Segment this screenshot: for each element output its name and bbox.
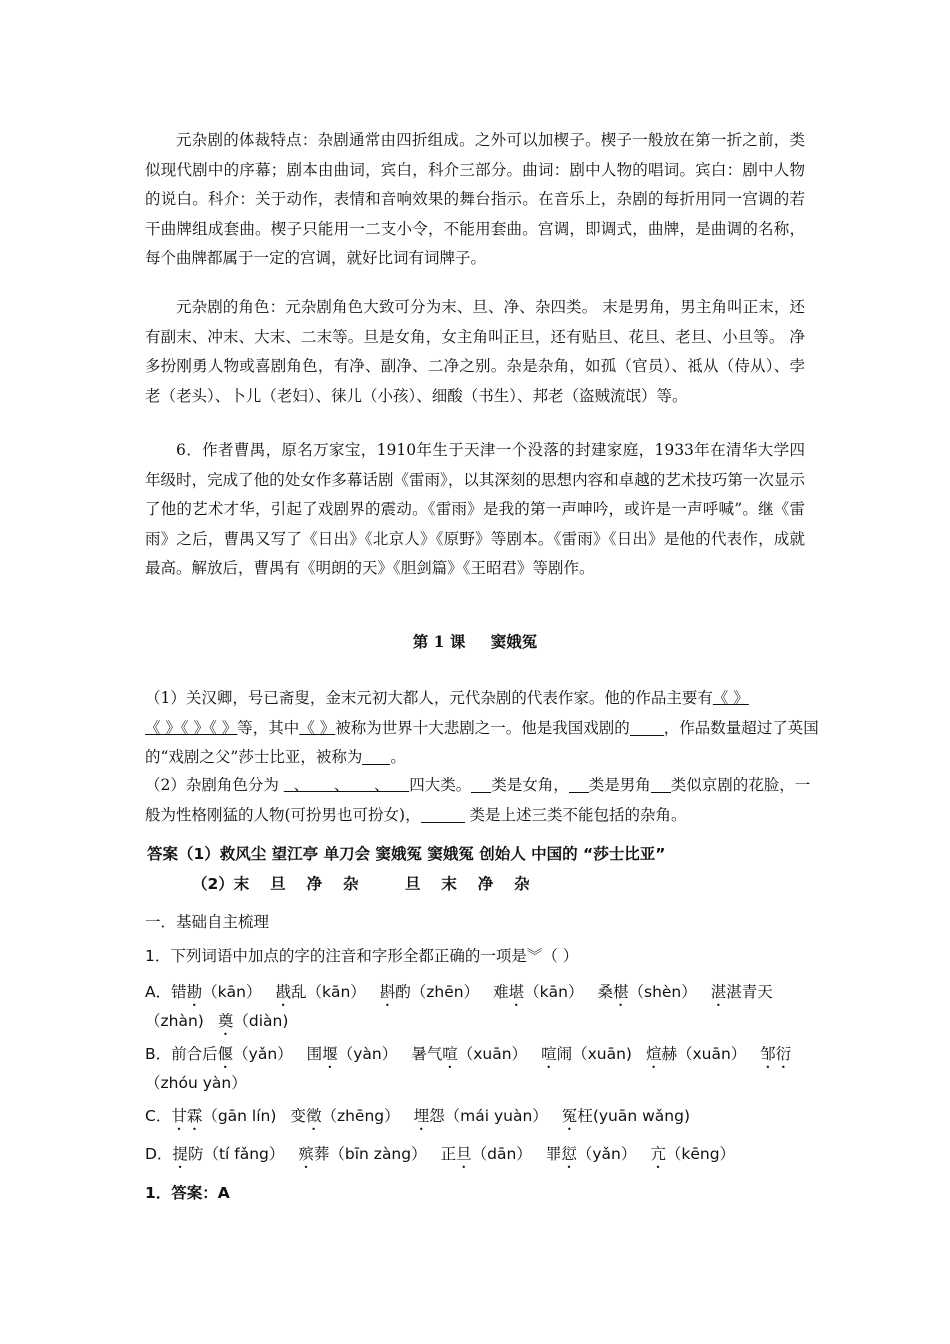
question-1: 1．下列词语中加点的字的注音和字形全都正确的一项是︾（ ）	[145, 947, 579, 965]
option-word: 戡乱（kān）	[275, 983, 366, 1001]
exercise-2-text: 四大类。	[409, 776, 472, 794]
lesson-title	[0, 630, 950, 652]
dotted-character: 勘	[186, 983, 203, 1001]
option-word: 斟酌（zhēn）	[379, 983, 480, 1001]
blank-works-2: 《 》《 》《 》	[145, 718, 238, 737]
answer-line-1: 答案（1）救风尘 望江亭 单刀会 窦娥冤 窦娥冤 创始人 中国的 “莎士比亚”	[147, 845, 666, 863]
dotted-character: 亢	[650, 1145, 666, 1163]
answer-value: A	[217, 1184, 230, 1202]
option-word: 甘霖（gān lín)	[171, 1107, 277, 1125]
option-word: 邹衍（zhóu yàn）	[145, 1045, 792, 1092]
option-word: 喧闹（xuān)	[541, 1045, 632, 1063]
dotted-character: 提	[172, 1145, 188, 1163]
dotted-character: 湛	[710, 983, 727, 1001]
paragraph-cao-yu: 6．作者曹禺，原名万家宝，1910年生于天津一个没落的封建家庭，1933年在清华大学四年级时，完成了他的处女作多幕话剧《雷雨》，以其深刻的思想内容和卓越的艺术技巧第一次显示了他的艺术才华，引起了戏剧界的震动。《雷雨》是我的第一声呻吟，或许是一声呼喊”。继《雷雨》之后，曹禺又写了《日出》《北京人》《原野》等剧本。《雷雨》《日出》是他的代表作，成就最高。解放后，曹禺有《明朗的天》《胆剑篇》《王昭君》等剧作。	[145, 441, 805, 577]
option-word: 前合后偃（yǎn）	[171, 1045, 293, 1063]
dotted-character: 煊	[645, 1045, 662, 1063]
exercise-2-text: 类是上述三类不能包括的杂角。	[464, 805, 687, 824]
option-word: 正旦（dān）	[440, 1145, 532, 1163]
dotted-character: 斟	[379, 983, 396, 1001]
exercise-1-text: ，作品数量超过了英国的“戏剧之父”莎士比亚，被称为	[145, 718, 819, 766]
dotted-character: 堪	[508, 983, 525, 1001]
dotted-character: 偃	[217, 1045, 234, 1063]
option-word: 亢（kēng）	[650, 1145, 736, 1163]
blank-jing	[651, 776, 671, 793]
option-word: 埋怨（mái yuàn）	[413, 1107, 548, 1125]
option-word: 难堪（kān）	[493, 983, 584, 1001]
section-heading: 一．基础自主梳理	[145, 913, 270, 931]
lesson-name: 窦娥冤	[490, 632, 538, 651]
blank-tragedy: 《 》	[299, 718, 336, 737]
exercise-2-text: 类似京剧的花脸，一般为性格刚猛的人物(可扮男也可扮女)，	[145, 776, 811, 824]
dotted-character: 愆	[561, 1145, 577, 1163]
dotted-character: 邹衍	[760, 1045, 792, 1063]
dotted-character: 奠	[217, 1012, 234, 1030]
blank-za	[421, 805, 465, 822]
option-a	[145, 981, 825, 1039]
answer-1	[145, 1182, 825, 1204]
option-word: 殡葬（bīn zàng）	[298, 1145, 427, 1163]
exercise-2-text: 类是男角	[588, 776, 651, 794]
dotted-character: 喧	[541, 1045, 557, 1063]
exercise-2-text: 类是女角，	[491, 776, 569, 794]
blank-founder	[630, 718, 664, 735]
option-c	[145, 1105, 825, 1134]
dotted-character: 埋	[413, 1107, 430, 1125]
option-word: 变徵（zhēng）	[290, 1107, 400, 1125]
exercise-2-text: （2）杂剧角色分为	[145, 776, 279, 794]
exercise-1-text: 。	[390, 748, 406, 766]
exercise-1-text: 被称为世界十大悲剧之一。他是我国戏剧的	[335, 718, 630, 737]
option-d	[145, 1143, 825, 1172]
option-word: 奠（diàn)	[217, 1012, 289, 1030]
option-word: 暑气喧（xuān）	[411, 1045, 528, 1063]
dotted-character: 旦	[456, 1145, 472, 1163]
dotted-character: 堰	[322, 1045, 338, 1063]
blank-roles	[284, 776, 409, 794]
option-label: D．	[145, 1145, 173, 1163]
exercise-1	[145, 684, 825, 773]
answer-label: 1．答案：	[145, 1184, 218, 1202]
exercise-2	[145, 771, 825, 830]
dotted-character: 殡	[298, 1145, 314, 1163]
option-word: 围堰（yàn）	[306, 1045, 398, 1063]
option-word: 桑椹（shèn）	[597, 983, 697, 1001]
separator: 、	[293, 776, 310, 794]
dotted-character: 甘霖	[171, 1107, 203, 1125]
option-word: 煊赫（xuān）	[645, 1045, 747, 1063]
answer-line-2: （2）末 旦 净 杂 旦 末 净 杂	[192, 875, 530, 893]
dotted-character: 戡	[275, 983, 291, 1001]
dotted-character: 冤	[561, 1107, 578, 1125]
option-label: C．	[145, 1107, 172, 1125]
option-word: 罪愆（yǎn）	[545, 1145, 637, 1163]
separator: 、	[373, 776, 390, 794]
paragraph-zaju-form: 元杂剧的体裁特点：杂剧通常由四折组成。之外可以加楔子。楔子一般放在第一折之前，类似现代剧中的序幕；剧本由曲词，宾白，科介三部分。曲词：剧中人物的唱词。宾白：剧中人物的说白。科介：关于动作，表情和音响效果的舞台指示。在音乐上，杂剧的每折用同一宫调的若干曲牌组成套曲。楔子只能用一二支小令，不能用套曲。宫调，即调式，曲牌，是曲调的名称，每个曲牌都属于一定的宫调，就好比词有词牌子。	[145, 131, 805, 267]
option-word: 湛湛青天（zhàn)	[145, 983, 773, 1030]
blank-male	[569, 776, 589, 793]
dotted-character: 喧	[442, 1045, 458, 1063]
exercise-1-text: （1）关汉卿，号已斋叟，金末元初大都人，元代杂剧的代表作家。他的作品主要有	[145, 689, 713, 707]
blank-female	[471, 776, 491, 793]
option-label: B．	[145, 1045, 172, 1063]
lesson-number: 第 1 课	[412, 632, 466, 651]
blank-title	[362, 748, 390, 765]
option-b	[145, 1043, 825, 1094]
blank-work-1: 《 》	[712, 689, 749, 707]
exercise-1-text: 等，其中	[237, 718, 300, 737]
option-word: 冤枉(yuān wǎng)	[561, 1107, 690, 1125]
option-word: 提防（tí fǎng）	[172, 1145, 285, 1163]
dotted-character: 椹	[612, 983, 629, 1001]
dotted-character: 徵	[305, 1107, 322, 1125]
paragraph-zaju-roles: 元杂剧的角色：元杂剧角色大致可分为末、旦、净、杂四类。 末是男角，男主角叫正末，还有副末、冲末、大末、二末等。旦是女角，女主角叫正旦，还有贴旦、花旦、老旦、小旦等。 净多扮刚勇人物或喜剧角色，有净、副净、二净之别。杂是杂角，如孤（官员）、祗从（侍从）、孛老（老头）、卜儿（老妇）、徕儿（小孩）、细酸（书生）、邦老（盗贼流氓）等。	[145, 298, 805, 405]
separator: 、	[333, 776, 350, 794]
option-word: 错勘（kān）	[171, 983, 262, 1001]
option-label: A．	[145, 983, 172, 1001]
